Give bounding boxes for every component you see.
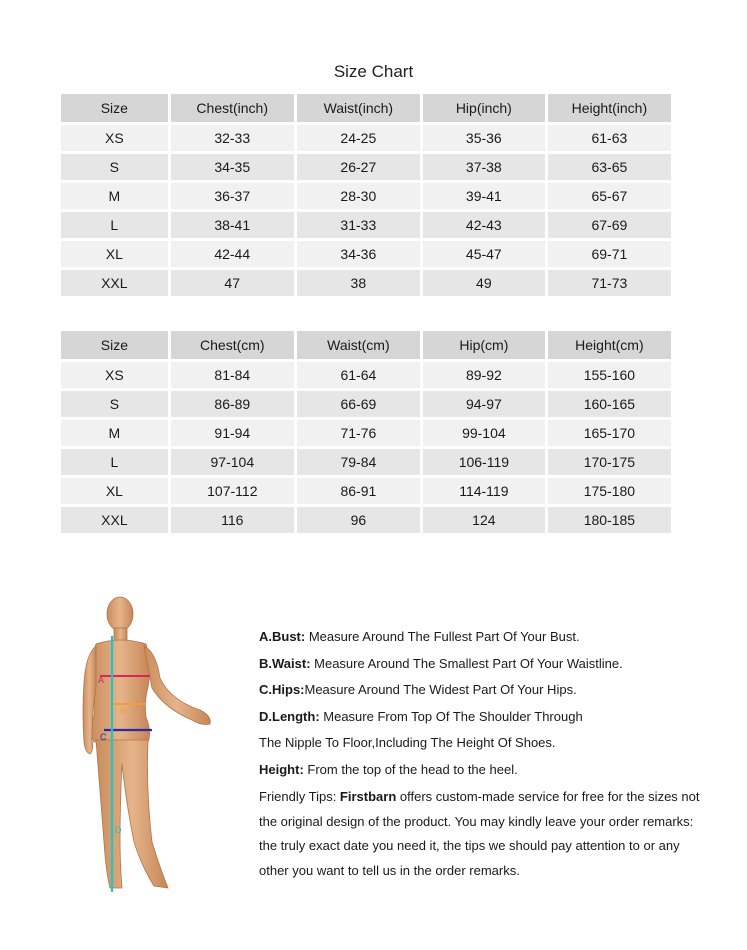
note-bust: A.Bust: Measure Around The Fullest Part Of Your Bust. [259,629,580,644]
table-row [61,212,671,238]
table-row [61,270,671,296]
table-cell: 155-160 [548,362,671,388]
table-cell: 66-69 [297,391,420,417]
column-header: Size [61,331,168,359]
page-title: Size Chart [333,62,414,81]
table-row [61,125,671,151]
table-header-row [61,94,671,122]
table-cell: 124 [423,507,545,533]
table-cell: 61-64 [297,362,420,388]
size-table-cm [58,328,674,536]
column-header: Waist(inch) [297,94,420,122]
table-cell: 81-84 [171,362,294,388]
table-cell: 71-73 [548,270,671,296]
column-header: Hip(cm) [423,331,545,359]
table-cell: 24-25 [297,125,420,151]
column-header: Height(cm) [548,331,671,359]
table-row [61,362,671,388]
table-cell: 65-67 [548,183,671,209]
table-cell: 38-41 [171,212,294,238]
table-cell: 26-27 [297,154,420,180]
table-cell: 79-84 [297,449,420,475]
table-cell: 34-36 [297,241,420,267]
table-cell: 28-30 [297,183,420,209]
table-cell: L [61,212,168,238]
table-cell: XL [61,241,168,267]
column-header: Hip(inch) [423,94,545,122]
length-marker: D [115,825,122,835]
table-cell: 61-63 [548,125,671,151]
table-cell: 99-104 [423,420,545,446]
table-cell: 31-33 [297,212,420,238]
table-cell: 160-165 [548,391,671,417]
table-cell: 69-71 [548,241,671,267]
column-header: Size [61,94,168,122]
body-silhouette [83,597,210,888]
note-waist: B.Waist: Measure Around The Smallest Part Of Your Waistline. [259,655,623,671]
table-cell: 71-76 [297,420,420,446]
table-row [61,478,671,504]
column-header: Waist(cm) [297,331,420,359]
table-cell: XL [61,478,168,504]
note-length-cont: The Nipple To Floor,Including The Height Of Shoes. [259,735,556,750]
table-cell: 180-185 [548,507,671,533]
table-row [61,449,671,475]
hip-marker: C [100,732,107,742]
note-height: Height: From the top of the head to the heel. [259,761,518,777]
table-cell: L [61,449,168,475]
table-cell: 47 [171,270,294,296]
table-cell: S [61,391,168,417]
table-cell: 86-91 [297,478,420,504]
note-hips: C.Hips:Measure Around The Widest Part Of Your Hips. [259,682,577,697]
table-cell: 165-170 [548,420,671,446]
table-cell: 45-47 [423,241,545,267]
table-row [61,507,671,533]
table-cell: 39-41 [423,183,545,209]
table-cell: 91-94 [171,420,294,446]
table-cell: XXL [61,507,168,533]
column-header: Chest(inch) [171,94,294,122]
table-cell: 89-92 [423,362,545,388]
table-cell: 67-69 [548,212,671,238]
table-cell: 42-43 [423,212,545,238]
table-cell: 96 [297,507,420,533]
table-row [61,241,671,267]
table-row [61,183,671,209]
table-cell: 94-97 [423,391,545,417]
table-cell: 37-38 [423,154,545,180]
body-measurement-figure [60,592,240,902]
table-row [61,391,671,417]
bust-marker: A [98,675,105,685]
size-table-inch [58,91,674,299]
waist-marker: B [120,706,127,716]
table-cell: S [61,154,168,180]
table-cell: 38 [297,270,420,296]
table-cell: XXL [61,270,168,296]
note-tips: Friendly Tips: Firstbarn offers custom-made service for free for the sizes not the original design of the product. You may kindly leave your order remarks: the truly exact date you need it, the tips we should pay attention to or any other you want to tell us in the order remarks. [259,789,700,878]
column-header: Height(inch) [548,94,671,122]
table-row [61,420,671,446]
table-cell: 86-89 [171,391,294,417]
table-cell: 32-33 [171,125,294,151]
table-cell: 114-119 [423,478,545,504]
table-cell: 106-119 [423,449,545,475]
table-header-row [61,331,671,359]
table-cell: 63-65 [548,154,671,180]
table-cell: 116 [171,507,294,533]
table-cell: 97-104 [171,449,294,475]
table-cell: XS [61,362,168,388]
column-header: Chest(cm) [171,331,294,359]
table-cell: 175-180 [548,478,671,504]
table-cell: 35-36 [423,125,545,151]
table-cell: 42-44 [171,241,294,267]
table-row [61,154,671,180]
table-cell: 107-112 [171,478,294,504]
table-cell: 49 [423,270,545,296]
table-cell: XS [61,125,168,151]
table-cell: 34-35 [171,154,294,180]
table-cell: M [61,420,168,446]
measurement-notes [259,624,709,883]
table-cell: 170-175 [548,449,671,475]
table-cell: M [61,183,168,209]
note-length: D.Length: Measure From Top Of The Shoulder Through [259,708,583,724]
table-cell: 36-37 [171,183,294,209]
